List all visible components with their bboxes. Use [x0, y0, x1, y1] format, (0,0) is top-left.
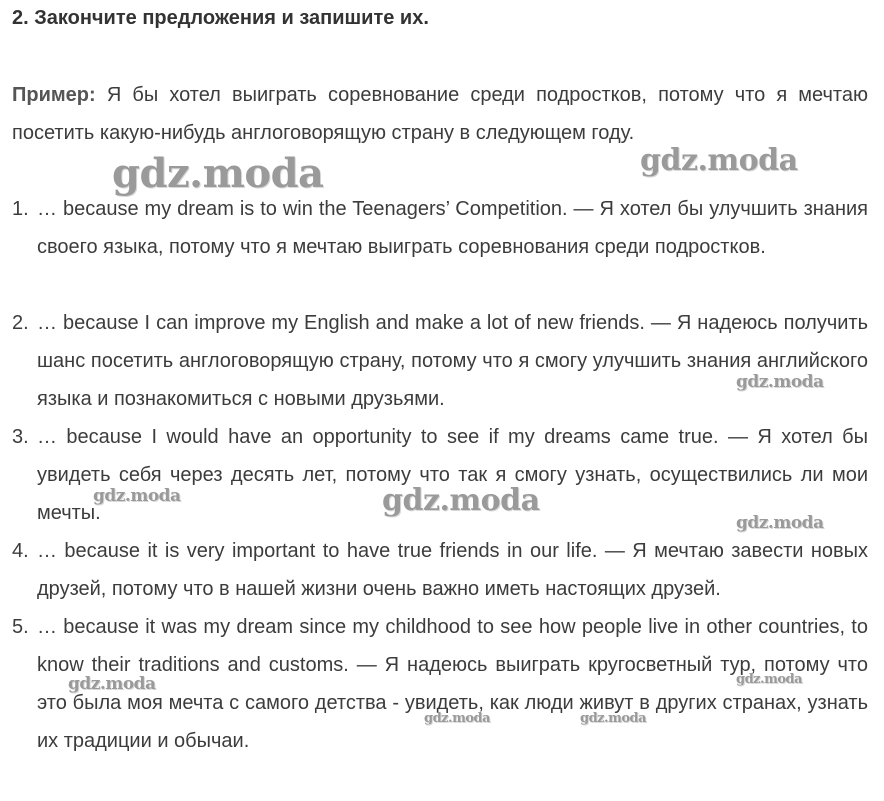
watermark: gdz.moda: [68, 674, 156, 694]
answer-text: … because my dream is to win the Teenagers’ Competition. — Я хотел бы улучшить знания своего языка, потому что я мечтаю выиграть соревнования среди подростков.: [37, 198, 868, 258]
watermark: gdz.moda: [93, 486, 181, 506]
answer-text: … because I would have an opportunity to see if my dreams came true. — Я хотел бы увидеть себя через десять лет, потому что так я смогу узнать, осуществились ли мои мечты.: [37, 426, 868, 524]
answer-item-2: [12, 304, 868, 418]
example-label: Пример:: [12, 84, 96, 106]
answer-text: … because it is very important to have true friends in our life. — Я мечтаю завести новых друзей, потому что в нашей жизни очень важно иметь настоящих друзей.: [37, 540, 868, 600]
answer-number: 1.: [12, 198, 29, 220]
answer-item-4: [12, 532, 868, 608]
answer-text: … because I can improve my English and make a lot of new friends. — Я надеюсь получить шанс посетить англоговорящую страну, потому что я смогу улучшить знания английского языка и познакомиться с новыми друзьями.: [37, 312, 868, 410]
watermark: gdz.moda: [112, 150, 324, 197]
watermark: gdz.moda: [382, 483, 540, 518]
answer-number: 2.: [12, 312, 29, 334]
answer-item-1: [12, 190, 868, 266]
answer-number: 3.: [12, 426, 29, 448]
example-text: Я бы хотел выиграть соревнование среди подростков, потому что я мечтаю посетить какую-нибудь англоговорящую страну в следующем году.: [12, 84, 868, 144]
watermark: gdz.moda: [424, 711, 491, 726]
answer-number: 4.: [12, 540, 29, 562]
exercise-heading: 2. Закончите предложения и запишите их.: [12, 7, 429, 29]
watermark: gdz.moda: [736, 672, 803, 687]
example-paragraph: [12, 76, 868, 152]
watermark: gdz.moda: [736, 513, 824, 533]
watermark: gdz.moda: [736, 372, 824, 392]
answer-text: … because it was my dream since my childhood to see how people live in other countries, to know their traditions and customs. — Я надеюсь выиграть кругосветный тур, потому что это была моя мечта с самого детства - увидеть, как люди живут в других странах, узнать их традиции и обычаи.: [37, 616, 868, 752]
watermark: gdz.moda: [640, 143, 798, 178]
watermark: gdz.moda: [580, 711, 647, 726]
answer-number: 5.: [12, 616, 29, 638]
